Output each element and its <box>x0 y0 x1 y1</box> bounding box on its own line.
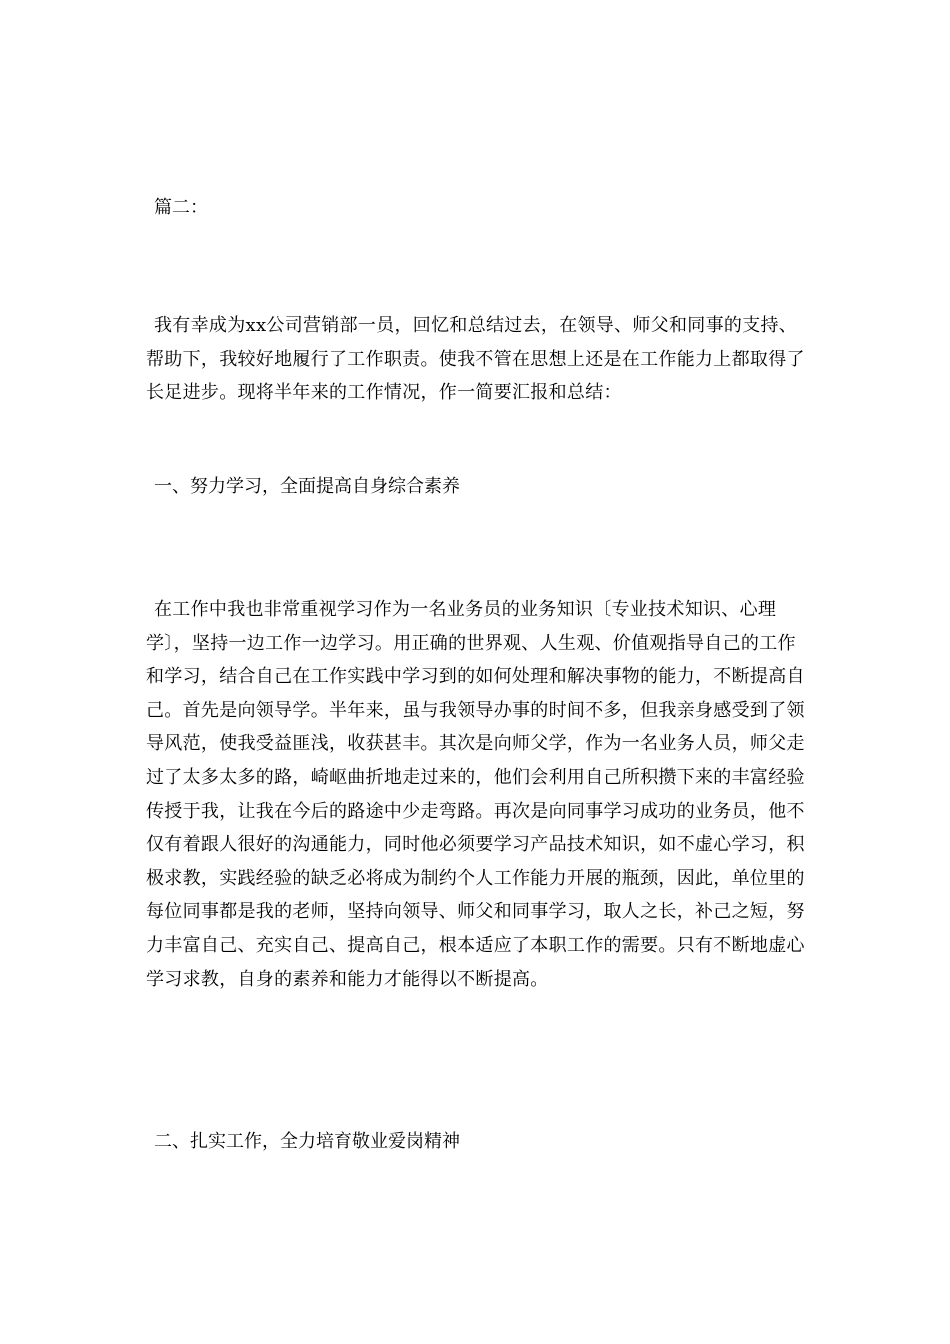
section-1-paragraph: 在工作中我也非常重视学习作为一名业务员的业务知识〔专业技术知识、心理学〕，坚持一边工作一边学习。用正确的世界观、人生观、价值观指导自己的工作和学习，结合自己在工作实践中学习到的如何处理和解决事物的能力，不断提高自己。首先是向领导学。半年来，虽与我领导办事的时间不多，但我亲身感受到了领导风范，使我受益匪浅，收获甚丰。其次是向师父学，作为一名业务人员，师父走过了太多太多的路，崎岖曲折地走过来的，他们会利用自己所积攒下来的丰富经验传授于我，让我在今后的路途中少走弯路。再次是向同事学习成功的业务员，他不仅有着跟人很好的沟通能力，同时他必须要学习产品技术知识，如不虚心学习，积极求教，实践经验的缺乏必将成为制约个人工作能力开展的瓶颈，因此，单位里的每位同事都是我的老师，坚持向领导、师父和同事学习，取人之长，补己之短，努力丰富自己、充实自己、提高自己，根本适应了本职工作的需要。只有不断地虚心学习求教，自身的素养和能力才能得以不断提高。 <box>146 599 805 990</box>
section-1-heading: 一、努力学习，全面提高自身综合素养 <box>154 476 460 497</box>
section-2-heading: 二、扎实工作，全力培育敬业爱岗精神 <box>154 1131 460 1152</box>
intro-paragraph: 我有幸成为xx公司营销部一员，回忆和总结过去，在领导、师父和同事的支持、帮助下，我较好地履行了工作职责。使我不管在思想上还是在工作能力上都取得了长足进步。现将半年来的工作情况，作一简要汇报和总结： <box>146 315 805 404</box>
part-title: 篇二： <box>154 197 208 218</box>
